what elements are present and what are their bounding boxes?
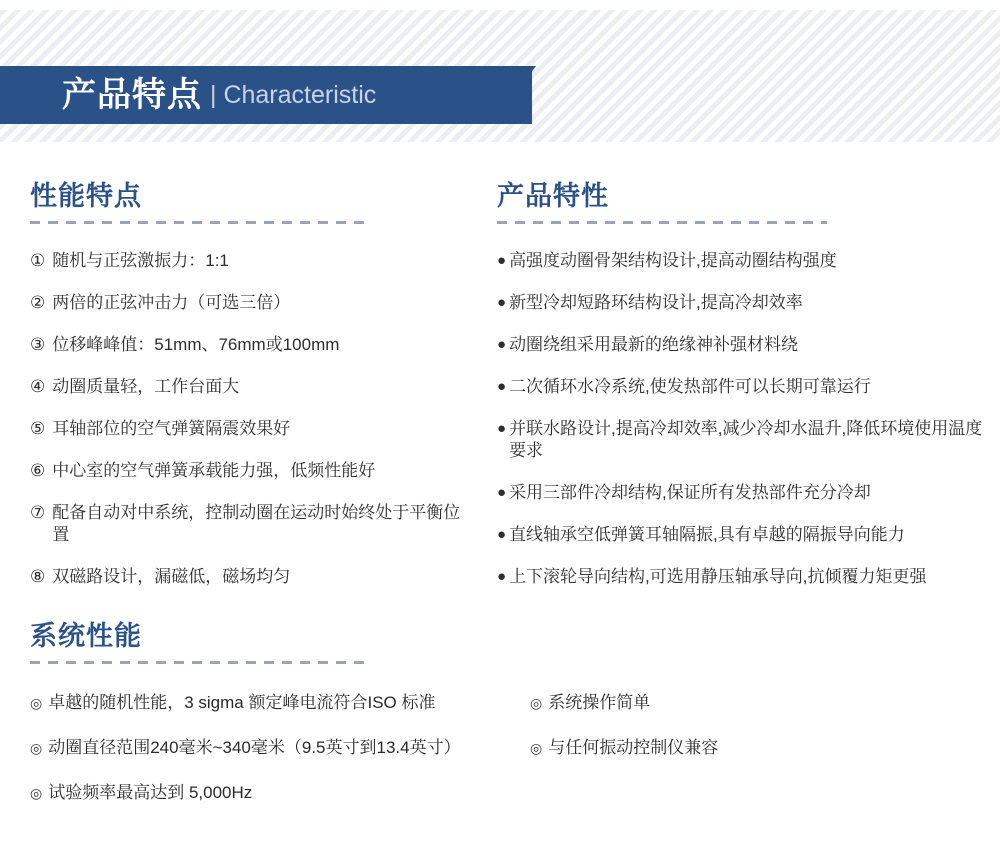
list-item bbox=[30, 566, 470, 588]
list-text: 系统操作简单 bbox=[548, 693, 651, 712]
list-text: 并联水路设计,提高冷却效率,减少冷却水温升,降低环境使用温度要求 bbox=[509, 419, 983, 460]
list-marker: ③ bbox=[30, 335, 46, 354]
list-text: 中心室的空气弹簧承载能力强，低频性能好 bbox=[52, 461, 376, 480]
list-item bbox=[30, 692, 530, 715]
table-row bbox=[30, 782, 980, 805]
list-item bbox=[497, 566, 987, 588]
list-marker: ● bbox=[497, 336, 507, 353]
list-item bbox=[30, 502, 470, 546]
list-text: 配备自动对中系统，控制动圈在运动时始终处于平衡位置 bbox=[52, 503, 461, 544]
list-text: 动圈质量轻，工作台面大 bbox=[52, 377, 240, 396]
list-item bbox=[30, 782, 530, 805]
list-marker: ◎ bbox=[530, 695, 543, 711]
list-item bbox=[30, 737, 530, 760]
list-item bbox=[30, 250, 470, 272]
page-header bbox=[0, 0, 1000, 152]
product-features-heading: 产品特性 bbox=[497, 181, 609, 211]
list-marker: ◎ bbox=[30, 695, 43, 711]
list-text: 二次循环水冷系统,使发热部件可以长期可靠运行 bbox=[509, 377, 871, 396]
list-text: 试验频率最高达到 5,000Hz bbox=[48, 783, 253, 802]
list-item bbox=[530, 692, 960, 715]
list-marker: ● bbox=[497, 294, 507, 311]
list-marker: ● bbox=[497, 378, 507, 395]
list-item bbox=[497, 376, 987, 398]
feature-columns bbox=[0, 152, 1000, 586]
list-item bbox=[530, 737, 960, 760]
list-item bbox=[497, 524, 987, 546]
list-text: 上下滚轮导向结构,可选用静压轴承导向,抗倾覆力矩更强 bbox=[509, 567, 927, 586]
list-marker: ⑤ bbox=[30, 419, 46, 438]
list-marker: ● bbox=[497, 484, 507, 501]
system-performance-divider bbox=[30, 661, 370, 664]
system-performance-section bbox=[30, 620, 980, 827]
product-features-divider bbox=[497, 221, 827, 224]
list-marker: ◎ bbox=[30, 740, 43, 756]
table-row bbox=[30, 692, 980, 715]
list-text: 动圈直径范围240毫米~340毫米（9.5英寸到13.4英寸） bbox=[48, 738, 461, 757]
list-text: 与任何振动控制仪兼容 bbox=[548, 738, 719, 757]
list-marker: ● bbox=[497, 420, 507, 437]
table-row bbox=[30, 737, 980, 760]
list-marker: ◎ bbox=[530, 740, 543, 756]
performance-divider bbox=[30, 221, 370, 224]
list-marker: ① bbox=[30, 251, 46, 270]
list-marker: ② bbox=[30, 293, 46, 312]
list-text: 两倍的正弦冲击力（可选三倍） bbox=[52, 293, 291, 312]
system-performance-heading: 系统性能 bbox=[30, 621, 142, 651]
system-performance-list bbox=[30, 692, 980, 805]
list-text: 动圈绕组采用最新的绝缘神补强材料绕 bbox=[509, 335, 799, 354]
product-features-section bbox=[497, 180, 987, 608]
list-item bbox=[497, 292, 987, 314]
list-text: 卓越的随机性能，3 sigma 额定峰电流符合ISO 标准 bbox=[48, 693, 436, 712]
list-item bbox=[30, 334, 470, 356]
page-title: 产品特点 bbox=[62, 76, 202, 114]
list-item bbox=[30, 292, 470, 314]
list-text: 直线轴承空低弹簧耳轴隔振,具有卓越的隔振导向能力 bbox=[509, 525, 905, 544]
list-text: 新型冷却短路环结构设计,提高冷却效率 bbox=[509, 293, 803, 312]
list-item bbox=[497, 482, 987, 504]
page-title-en: | Characteristic bbox=[210, 81, 377, 109]
list-marker: ⑧ bbox=[30, 567, 46, 586]
list-marker: ④ bbox=[30, 377, 46, 396]
header-banner-arrow bbox=[492, 66, 536, 124]
list-marker: ● bbox=[497, 568, 507, 585]
list-marker: ⑦ bbox=[30, 503, 46, 522]
performance-section bbox=[30, 180, 470, 608]
list-text: 位移峰峰值：51mm、76mm或100mm bbox=[52, 335, 340, 354]
list-text: 采用三部件冷却结构,保证所有发热部件充分冷却 bbox=[509, 483, 871, 502]
list-marker: ⑥ bbox=[30, 461, 46, 480]
list-item bbox=[30, 376, 470, 398]
header-top-spacer bbox=[0, 0, 1000, 10]
list-text: 高强度动圈骨架结构设计,提高动圈结构强度 bbox=[509, 251, 837, 270]
list-marker: ● bbox=[497, 252, 507, 269]
product-features-list bbox=[497, 250, 987, 588]
list-item bbox=[30, 418, 470, 440]
list-marker: ◎ bbox=[30, 785, 43, 801]
list-item bbox=[497, 334, 987, 356]
list-marker: ● bbox=[497, 526, 507, 543]
list-text: 随机与正弦激振力：1:1 bbox=[52, 251, 229, 270]
performance-list bbox=[30, 250, 470, 588]
list-text: 双磁路设计，漏磁低，磁场均匀 bbox=[52, 567, 291, 586]
list-item bbox=[497, 250, 987, 272]
list-text: 耳轴部位的空气弹簧隔震效果好 bbox=[52, 419, 291, 438]
performance-heading: 性能特点 bbox=[30, 181, 142, 211]
header-banner bbox=[0, 66, 532, 124]
list-item bbox=[30, 460, 470, 482]
list-item bbox=[497, 418, 987, 462]
